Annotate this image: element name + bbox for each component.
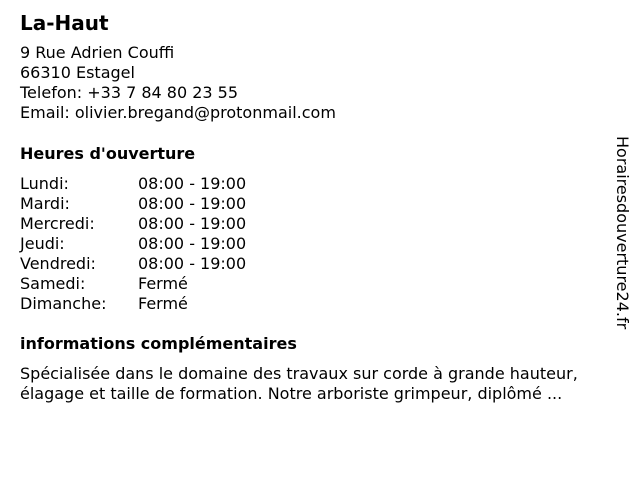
email-address: Email: olivier.bregand@protonmail.com [20, 103, 336, 122]
hours-time: 08:00 - 19:00 [138, 174, 247, 193]
hours-day: Vendredi: [20, 254, 96, 273]
hours-day: Dimanche: [20, 294, 107, 313]
info-description [20, 364, 620, 404]
hours-day: Mercredi: [20, 214, 95, 233]
hours-day: Lundi: [20, 174, 69, 193]
hours-time: 08:00 - 19:00 [138, 194, 247, 213]
hours-row [20, 234, 246, 254]
watermark-text: Horairesdouverture24.fr [613, 136, 632, 330]
hours-row [20, 174, 246, 194]
hours-time: Fermé [138, 274, 188, 293]
hours-row [20, 294, 246, 314]
hours-time: 08:00 - 19:00 [138, 234, 247, 253]
info-line: Spécialisée dans le domaine des travaux sur corde à grande hauteur, [20, 364, 578, 383]
contact-block [20, 43, 336, 123]
hours-table [20, 174, 246, 314]
phone-number: Telefon: +33 7 84 80 23 55 [20, 83, 239, 102]
info-line: élagage et taille de formation. Notre arboriste grimpeur, diplômé ... [20, 384, 563, 403]
hours-row [20, 254, 246, 274]
hours-time: 08:00 - 19:00 [138, 214, 247, 233]
hours-row [20, 194, 246, 214]
hours-time: Fermé [138, 294, 188, 313]
hours-day: Jeudi: [20, 234, 65, 253]
address-street: 9 Rue Adrien Couffi [20, 43, 175, 62]
hours-heading: Heures d'ouverture [20, 144, 196, 163]
address-city: 66310 Estagel [20, 63, 135, 82]
hours-day: Mardi: [20, 194, 70, 213]
business-name: La-Haut [20, 11, 109, 35]
hours-time: 08:00 - 19:00 [138, 254, 247, 273]
hours-row [20, 274, 246, 294]
hours-row [20, 214, 246, 234]
hours-day: Samedi: [20, 274, 86, 293]
info-heading: informations complémentaires [20, 334, 297, 353]
